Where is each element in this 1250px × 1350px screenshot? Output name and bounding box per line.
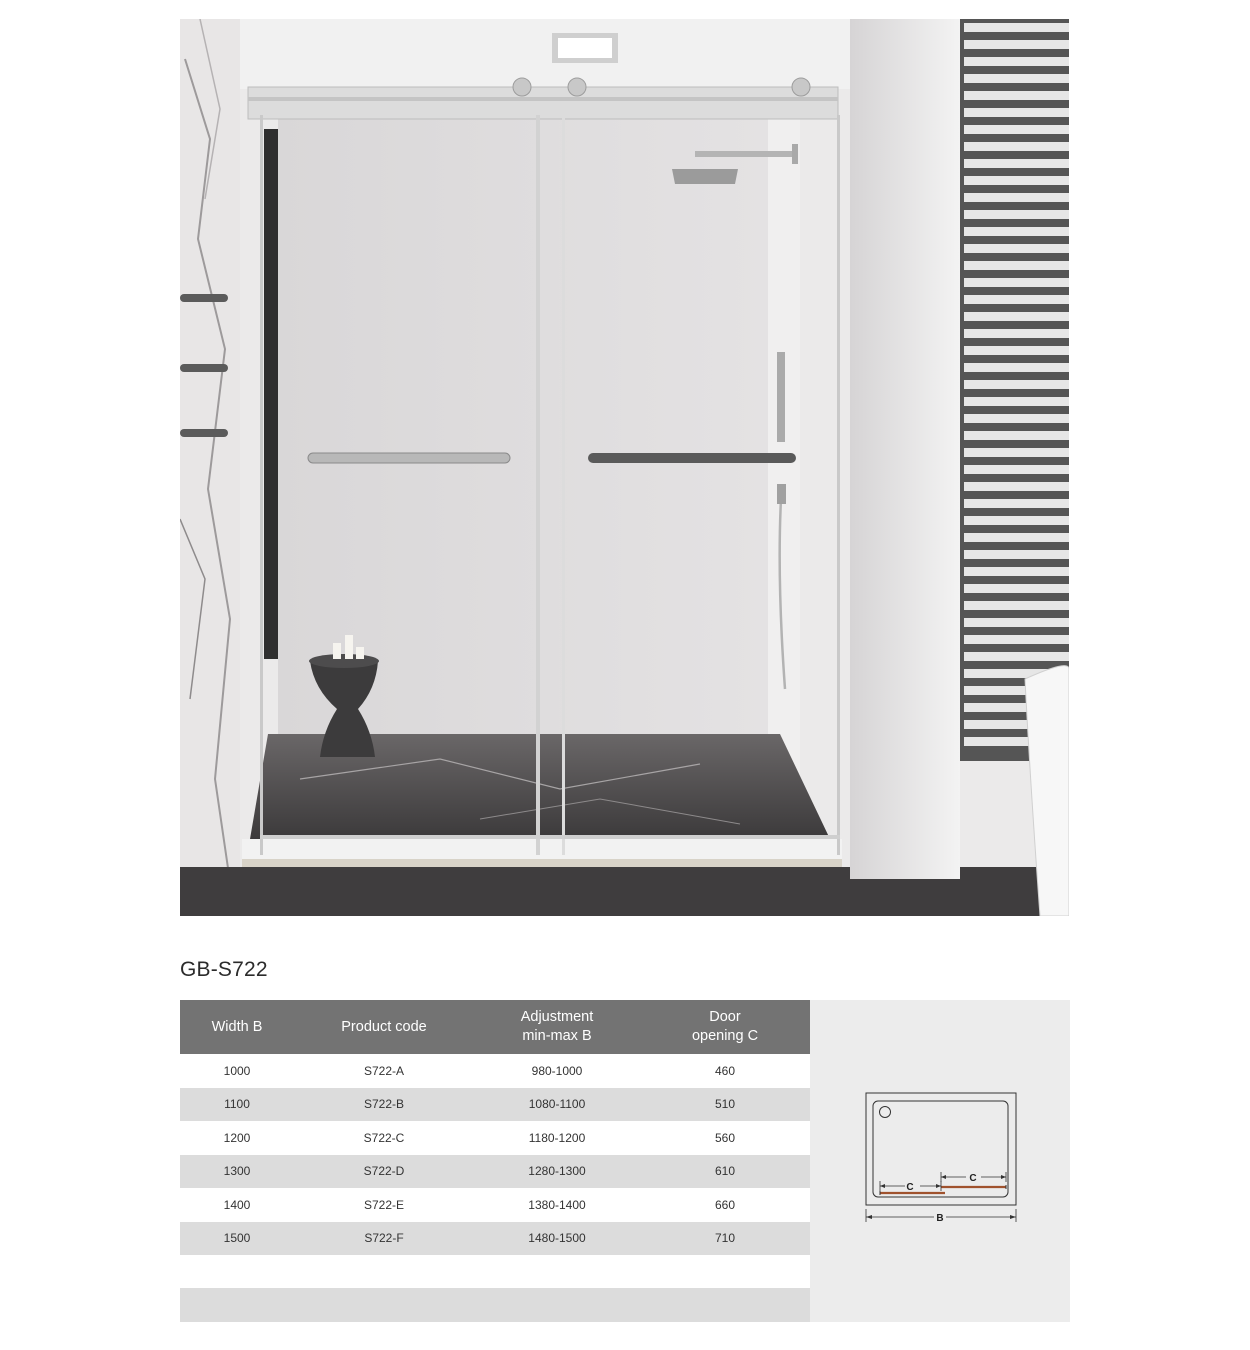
cell-adjustment: 1380-1400: [528, 1197, 586, 1212]
dimension-diagram: [810, 1000, 1070, 1322]
header-adjustment: Adjustment min-max B: [520, 1009, 594, 1044]
cell-adjustment: 1280-1300: [528, 1164, 586, 1179]
cell-width: 1000: [223, 1063, 251, 1078]
cell-code: S722-A: [363, 1063, 405, 1078]
table-header-row: [180, 1000, 810, 1054]
cell-adjustment: 1080-1100: [528, 1097, 586, 1112]
header-product-code: Product code: [341, 1018, 427, 1035]
cell-width: 1200: [223, 1130, 251, 1145]
cell-adjustment: 980-1000: [531, 1063, 583, 1078]
table-row: [180, 1121, 810, 1155]
product-photo: [180, 19, 1069, 916]
cell-width: 1400: [223, 1197, 251, 1212]
header-width-b: Width B: [211, 1018, 263, 1035]
dim-label-c-right: C: [969, 1173, 977, 1184]
empty-row: [180, 1255, 810, 1288]
cell-opening: 560: [714, 1130, 736, 1145]
cell-code: S722-E: [363, 1197, 405, 1212]
cell-opening: 510: [714, 1097, 736, 1112]
cell-opening: 710: [714, 1231, 736, 1246]
table-row: [180, 1088, 810, 1122]
table-row: [180, 1155, 810, 1189]
header-door-opening: Door opening C: [691, 1009, 759, 1044]
drain-icon: [880, 1107, 891, 1118]
cell-code: S722-F: [364, 1231, 404, 1246]
cell-width: 1500: [223, 1231, 251, 1246]
model-title: GB-S722: [180, 958, 268, 981]
dim-label-b: B: [936, 1213, 944, 1224]
cell-opening: 610: [714, 1164, 736, 1179]
cell-adjustment: 1480-1500: [528, 1231, 586, 1246]
tray-inner-outline: [873, 1101, 1008, 1197]
dim-label-c-left: C: [906, 1182, 914, 1193]
cell-code: S722-B: [363, 1097, 405, 1112]
cell-width: 1100: [224, 1097, 250, 1112]
cell-adjustment: 1180-1200: [528, 1130, 586, 1145]
cell-code: S722-D: [363, 1164, 405, 1179]
table-row: [180, 1054, 810, 1088]
dimension-diagram-panel: [810, 1000, 1070, 1322]
cell-width: 1300: [223, 1164, 251, 1179]
empty-row: [180, 1288, 810, 1322]
table-row: [180, 1188, 810, 1222]
table-row: [180, 1222, 810, 1256]
cell-code: S722-C: [363, 1130, 405, 1145]
cell-opening: 460: [714, 1063, 736, 1078]
cell-opening: 660: [714, 1197, 736, 1212]
spec-table: [180, 1000, 810, 1322]
